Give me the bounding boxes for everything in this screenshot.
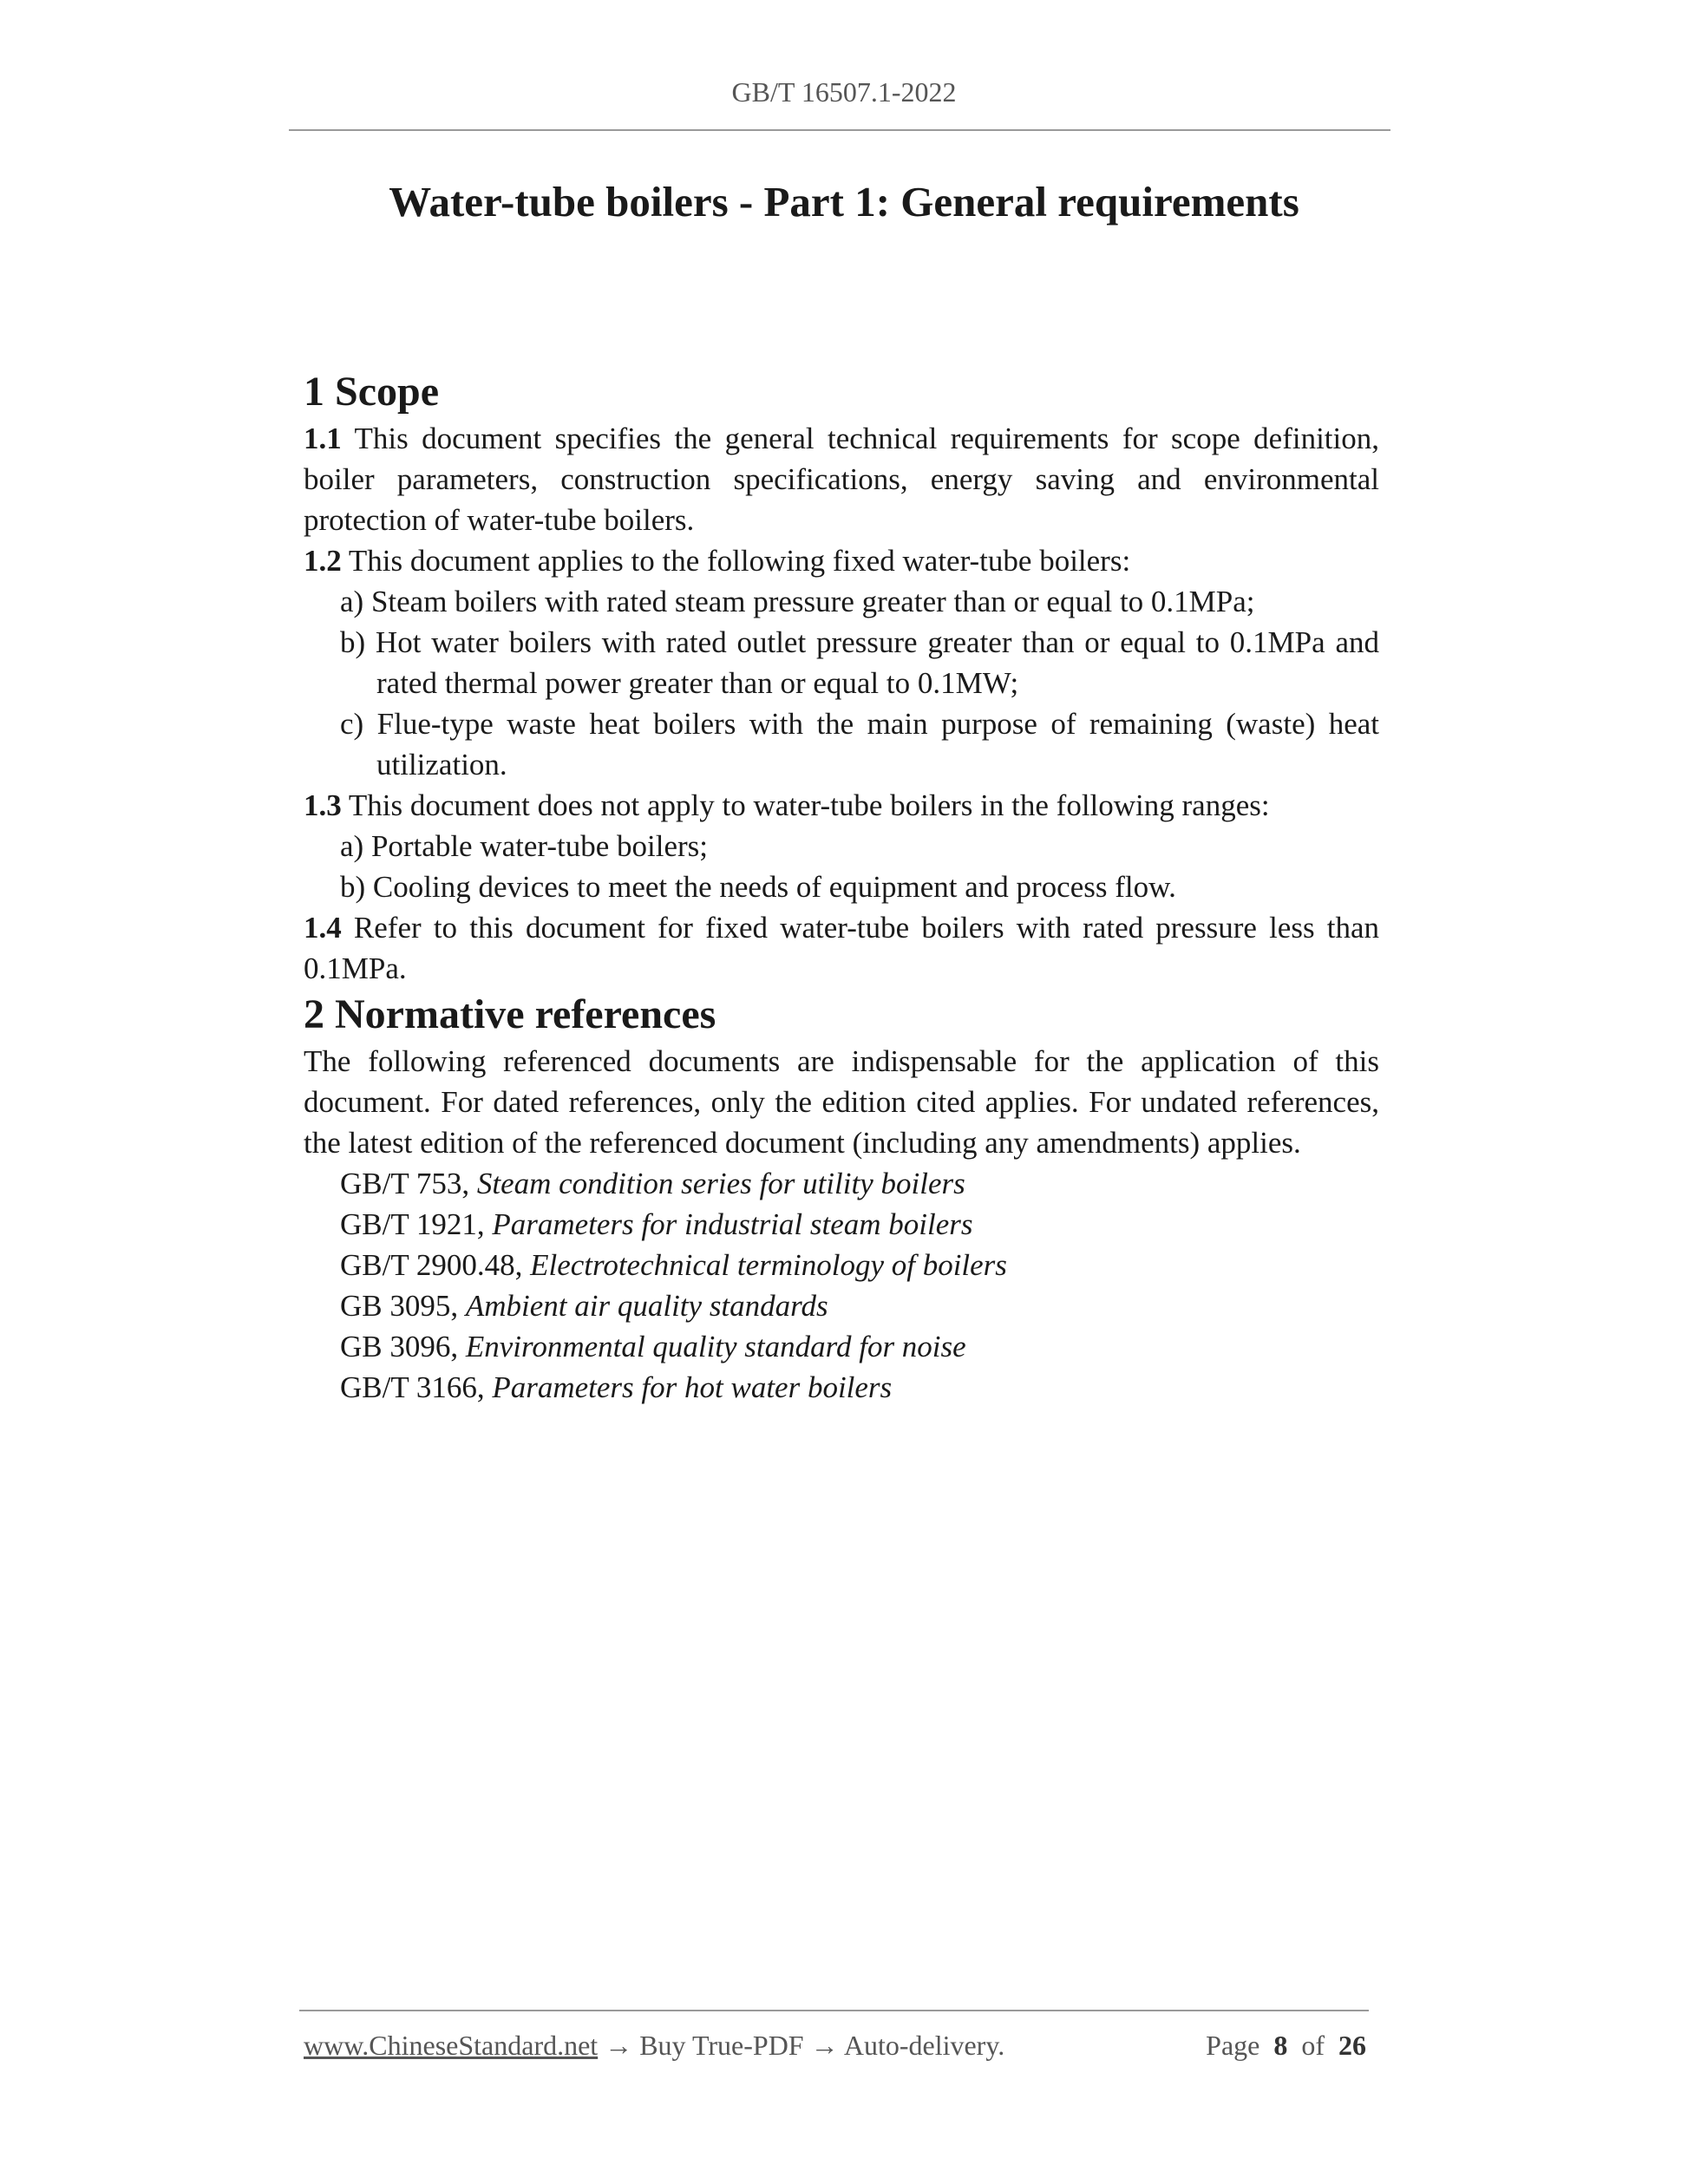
reference-code: GB 3095, (340, 1289, 459, 1323)
footer-divider (299, 2010, 1369, 2011)
reference-title: Electrotechnical terminology of boilers (530, 1248, 1007, 1282)
document-body (304, 366, 1379, 1408)
header-divider (289, 129, 1390, 131)
reference-code: GB/T 2900.48, (340, 1248, 523, 1282)
total-pages: 26 (1338, 2030, 1366, 2061)
clause-1-1 (304, 418, 1379, 540)
reference-item (304, 1204, 1379, 1245)
clause-1-2 (304, 540, 1379, 581)
page-word: Page (1206, 2030, 1260, 2061)
reference-item (304, 1245, 1379, 1285)
reference-item (304, 1285, 1379, 1326)
header-doc-code: GB/T 16507.1-2022 (731, 76, 957, 108)
section-2-heading: 2 Normative references (304, 991, 716, 1037)
current-page: 8 (1273, 2030, 1288, 2061)
clause-text: This document does not apply to water-tube boilers in the following ranges: (348, 788, 1270, 822)
reference-title: Parameters for hot water boilers (492, 1370, 893, 1404)
clause-text: This document applies to the following fixed water-tube boilers: (348, 544, 1131, 578)
clause-number: 1.1 (304, 422, 342, 455)
clause-text: Refer to this document for fixed water-tube boilers with rated pressure less than 0.1MPa. (304, 911, 1379, 985)
clause-number: 1.4 (304, 911, 342, 945)
clause-text: This document specifies the general technical requirements for scope definition, boiler parameters, construction specifications, energy saving and environmental protection of water-tube boilers. (304, 422, 1379, 537)
list-item: b) Hot water boilers with rated outlet pressure greater than or equal to 0.1MPa and rated thermal power greater than or equal to 0.1MW; (340, 625, 1379, 700)
reference-title: Environmental quality standard for noise (465, 1330, 966, 1363)
reference-code: GB/T 3166, (340, 1370, 485, 1404)
section-1-heading: 1 Scope (304, 369, 439, 415)
list-item: c) Flue-type waste heat boilers with the main purpose of remaining (waste) heat utilization. (340, 707, 1379, 781)
clause-1-3 (304, 785, 1379, 826)
clause-number: 1.3 (304, 788, 342, 822)
document-title: Water-tube boilers - Part 1: General requirements (389, 178, 1299, 226)
reference-item (304, 1367, 1379, 1408)
list-item: b) Cooling devices to meet the needs of equipment and process flow. (340, 870, 1176, 904)
page-indicator (1206, 2030, 1366, 2062)
references-intro: The following referenced documents are indispensable for the application of this document. For dated references, only the edition cited applies. For undated references, the latest edition of the referenced document (including any amendments) applies. (304, 1044, 1379, 1160)
reference-item (304, 1163, 1379, 1204)
page-footer (304, 2030, 1366, 2068)
footer-left (304, 2030, 1004, 2062)
clause-number: 1.2 (304, 544, 342, 578)
clause-1-4 (304, 907, 1379, 989)
site-link[interactable]: www.ChineseStandard.net (304, 2030, 599, 2061)
promo-text: → Buy True-PDF → Auto-delivery. (605, 2030, 1005, 2061)
reference-title: Steam condition series for utility boilers (476, 1167, 965, 1200)
reference-title: Ambient air quality standards (465, 1289, 828, 1323)
list-item: a) Steam boilers with rated steam pressure greater than or equal to 0.1MPa; (340, 585, 1255, 618)
of-word: of (1301, 2030, 1325, 2061)
list-item: a) Portable water-tube boilers; (340, 829, 708, 863)
reference-item (304, 1326, 1379, 1367)
reference-code: GB/T 753, (340, 1167, 470, 1200)
reference-code: GB/T 1921, (340, 1207, 485, 1241)
reference-code: GB 3096, (340, 1330, 459, 1363)
reference-title: Parameters for industrial steam boilers (492, 1207, 973, 1241)
